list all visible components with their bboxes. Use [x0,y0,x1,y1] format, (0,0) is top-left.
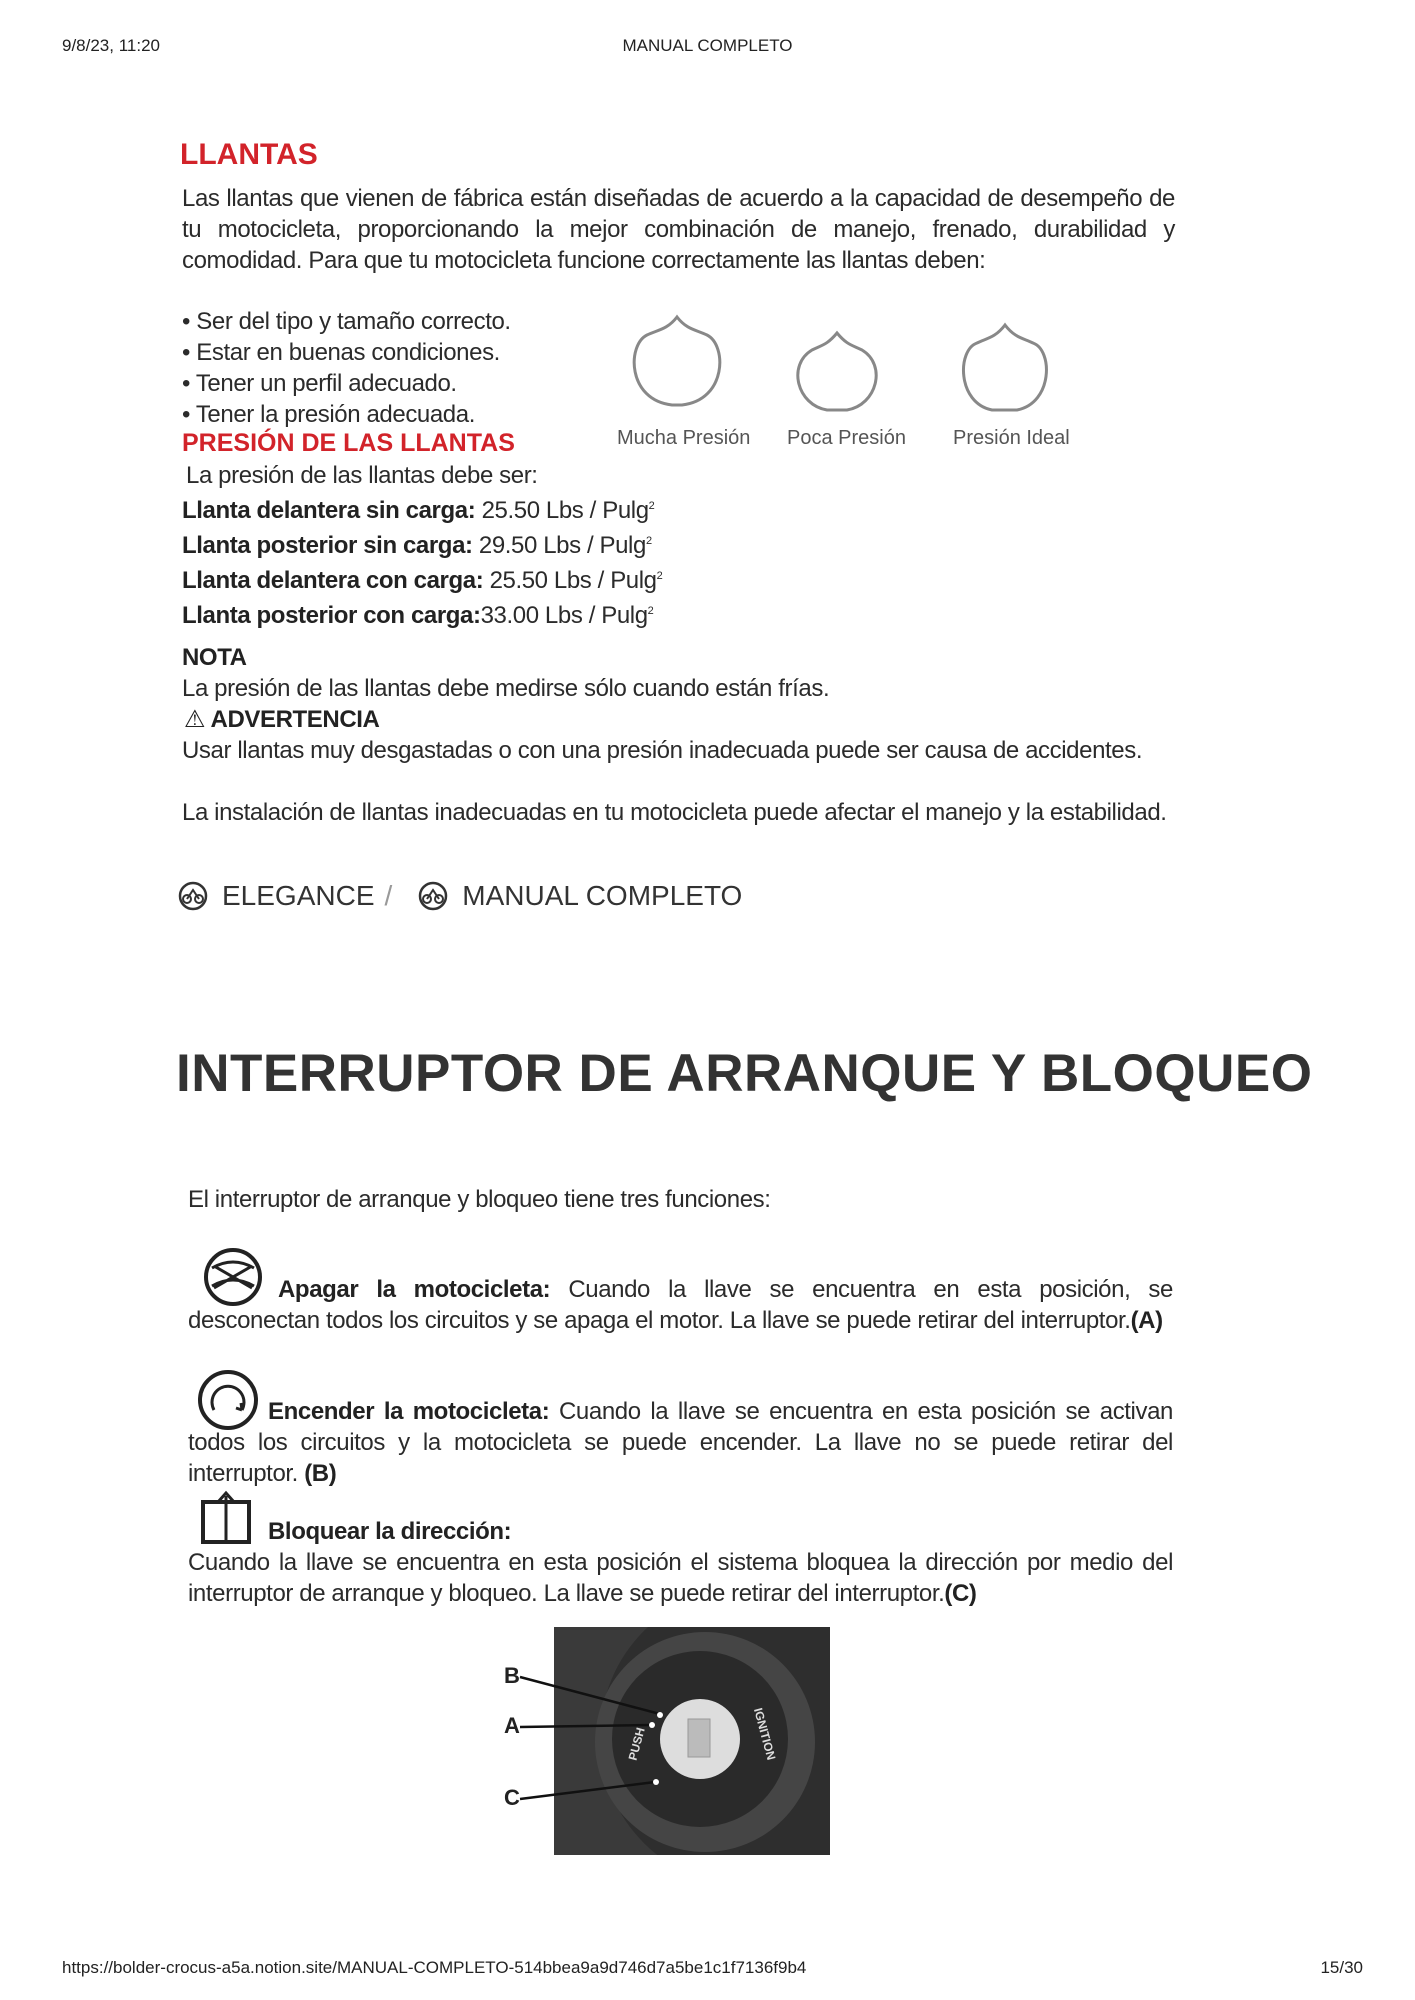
interruptor-heading: INTERRUPTOR DE ARRANQUE Y BLOQUEO [176,1044,1313,1103]
item-tag: (B) [304,1460,337,1487]
llantas-bullets [182,306,622,430]
warning-text-1: Usar llantas muy desgastadas o con una presión inadecuada puede ser causa de accidentes. [182,737,1143,764]
item-title: Bloquear la dirección: [268,1518,512,1545]
ignition-text: IGNITION [751,1706,779,1762]
tire-shapes-icon [617,305,1107,420]
breadcrumb-separator: / [384,880,393,911]
warning-text-2: La instalación de llantas inadecuadas en tu motocicleta puede afectar el manejo y la estabilidad. [182,799,1167,826]
label-b: B [504,1663,520,1688]
item-tag: (A) [1130,1307,1163,1334]
pressure-value: 25.50 Lbs / Pulg [475,497,649,524]
bullet: • Tener un perfil adecuado. [182,370,457,397]
item-encender [188,1396,1173,1489]
bullet: • Ser del tipo y tamaño correcto. [182,308,511,335]
item-bloquear [188,1547,1173,1609]
lock-position-icon [200,1490,252,1546]
bullet: • Estar en buenas condiciones. [182,339,500,366]
breadcrumb-elegance[interactable]: ELEGANCE [222,880,375,911]
exponent: 2 [645,535,652,547]
pressure-value: 25.50 Lbs / Pulg [483,567,657,594]
pressure-list [182,491,662,631]
llantas-intro: Las llantas que vienen de fábrica están diseñadas de acuerdo a la capacidad de desempeño de tu motocicleta, proporcionando la mejor combinación de manejo, frenado, durabilidad y comodidad. Para que tu motocicleta funcione correctamente las llantas deben: [182,185,1175,274]
item-text: Cuando la llave se encuentra en esta posición se activan todos los circuitos y la motocicleta se puede encender. La llave no se puede retirar del interruptor. [188,1398,1173,1487]
pressure-intro: La presión de las llantas debe ser: [186,462,538,489]
tire-caption: Mucha Presión [617,427,751,449]
page-number: 15/30 [1320,1958,1363,1977]
item-apagar [188,1274,1173,1336]
ignition-photo-icon [500,1627,830,1855]
tire-caption: Poca Presión [787,427,906,449]
label-a: A [504,1713,520,1738]
bullet: • Tener la presión adecuada. [182,401,475,428]
nota-heading: NOTA [182,644,247,671]
label-c: C [504,1785,520,1810]
print-url[interactable]: https://bolder-crocus-a5a.notion.site/MANUAL-COMPLETO-514bbea9a9d746d7a5be1c1f7136f9b4 [62,1958,807,1977]
pressure-label: Llanta delantera sin carga: [182,497,476,524]
nota-text: La presión de las llantas debe medirse sólo cuando están frías. [182,675,830,702]
print-datetime: 9/8/23, 11:20 [62,36,160,55]
pressure-value: 29.50 Lbs / Pulg [472,532,646,559]
motorcycle-logo-icon [418,881,448,911]
llantas-heading: LLANTAS [180,138,318,171]
exponent: 2 [648,500,655,512]
pressure-row [182,596,662,631]
breadcrumb [178,880,742,912]
warning-label: ADVERTENCIA [210,706,380,733]
interruptor-intro: El interruptor de arranque y bloqueo tiene tres funciones: [188,1186,771,1213]
pressure-heading: PRESIÓN DE LAS LLANTAS [182,429,515,457]
exponent: 2 [656,570,663,582]
exponent: 2 [647,605,654,617]
tire-pressure-diagram [617,305,1107,460]
ignition-switch-photo [500,1627,830,1855]
print-title: MANUAL COMPLETO [622,36,793,55]
pressure-value: 33.00 Lbs / Pulg [480,602,648,629]
item-text: Cuando la llave se encuentra en esta posición el sistema bloquea la dirección por medio del interruptor de arranque y bloqueo. La llave se puede retirar del interruptor. [188,1549,1173,1607]
pressure-label: Llanta posterior con carga: [182,602,481,629]
warning-triangle-icon: ⚠ [184,706,206,733]
push-text: PUSH [625,1726,648,1762]
item-bloquear-title [268,1516,511,1547]
warning-heading [184,704,379,735]
motorcycle-logo-icon [178,881,208,911]
item-tag: (C) [944,1580,977,1607]
pressure-row [182,526,662,561]
pressure-label: Llanta delantera con carga: [182,567,484,594]
pressure-row [182,491,662,526]
item-title: Encender la motocicleta: [268,1398,550,1425]
item-text: Cuando la llave se encuentra en esta posición, se desconectan todos los circuitos y se apaga el motor. La llave se puede retirar del interruptor. [188,1276,1173,1334]
pressure-label: Llanta posterior sin carga: [182,532,473,559]
tire-caption: Presión Ideal [953,427,1070,449]
breadcrumb-manual[interactable]: MANUAL COMPLETO [462,880,743,911]
pressure-row [182,561,662,596]
item-title: Apagar la motocicleta: [278,1276,551,1303]
